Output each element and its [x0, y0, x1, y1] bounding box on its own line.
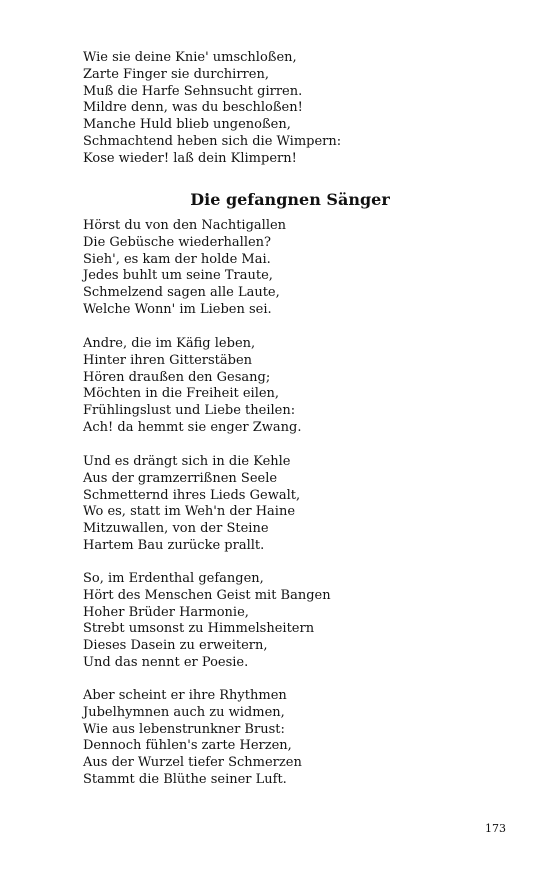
verse-line: Hinter ihren Gitterstäben: [83, 352, 253, 368]
stanza-5: [83, 688, 503, 789]
verse-line: Frühlingslust und Liebe theilen:: [83, 403, 296, 419]
verse-line: Mildre denn, was du beschloßen!: [83, 100, 303, 116]
stanza-4: [83, 571, 503, 672]
verse-line: Und das nennt er Poesie.: [83, 654, 249, 670]
verse-line: Sieh', es kam der holde Mai.: [83, 251, 271, 267]
verse-line: Stammt die Blüthe seiner Luft.: [83, 771, 287, 787]
verse-line: Ach! da hemmt sie enger Zwang.: [83, 419, 302, 435]
verse-line: Aus der gramzerrißnen Seele: [83, 470, 278, 486]
verse-line: Schmelzend sagen alle Laute,: [83, 285, 280, 301]
verse-line: Wie aus lebenstrunkner Brust:: [83, 721, 285, 737]
verse-line: Wo es, statt im Weh'n der Haine: [83, 504, 296, 520]
page-number: 173: [485, 822, 506, 835]
previous-poem-ending: [83, 50, 503, 168]
verse-line: Muß die Harfe Sehnsucht girren.: [83, 83, 303, 99]
verse-line: Hörst du von den Nachtigallen: [83, 218, 287, 233]
verse-line: Jedes buhlt um seine Traute,: [83, 268, 273, 284]
verse-line: Hartem Bau zurücke prallt.: [83, 537, 265, 553]
stanza-3: [83, 454, 503, 555]
verse-line: Schmachtend heben sich die Wimpern:: [83, 133, 342, 149]
verse-line: Strebt umsonst zu Himmelsheitern: [83, 621, 315, 637]
verse-line: Jubelhymnen auch zu widmen,: [83, 704, 285, 720]
verse-line: Aus der Wurzel tiefer Schmerzen: [83, 755, 302, 771]
verse-line: Welche Wonn' im Lieben sei.: [83, 301, 272, 317]
verse-line: Hoher Brüder Harmonie,: [83, 604, 249, 620]
verse-line: Andre, die im Käfig leben,: [83, 336, 256, 351]
verse-line: Wie sie deine Knie' umschloßen,: [83, 50, 297, 65]
verse-line: Und es drängt sich in die Kehle: [83, 454, 291, 469]
stanza-2: [83, 336, 503, 437]
verse-line: Zarte Finger sie durchirren,: [83, 66, 269, 82]
verse-line: Hört des Menschen Geist mit Bangen: [83, 587, 331, 603]
verse-line: Hören draußen den Gesang;: [83, 369, 271, 385]
verse-line: Dieses Dasein zu erweitern,: [83, 638, 268, 654]
verse-line: So, im Erdenthal gefangen,: [83, 571, 264, 586]
verse-line: Möchten in die Freiheit eilen,: [83, 386, 280, 402]
verse-line: Manche Huld blieb ungenoßen,: [83, 117, 291, 133]
verse-line: Schmetternd ihres Lieds Gewalt,: [83, 487, 301, 503]
verse-line: Dennoch fühlen's zarte Herzen,: [83, 738, 292, 754]
verse-line: Die Gebüsche wiederhallen?: [83, 234, 272, 250]
poem-title: Die gefangnen Sänger: [190, 190, 390, 209]
stanza-1: [83, 218, 503, 319]
verse-line: Aber scheint er ihre Rhythmen: [83, 688, 287, 703]
verse-line: Mitzuwallen, von der Steine: [83, 521, 269, 537]
verse-line: Kose wieder! laß dein Klimpern!: [83, 150, 297, 166]
